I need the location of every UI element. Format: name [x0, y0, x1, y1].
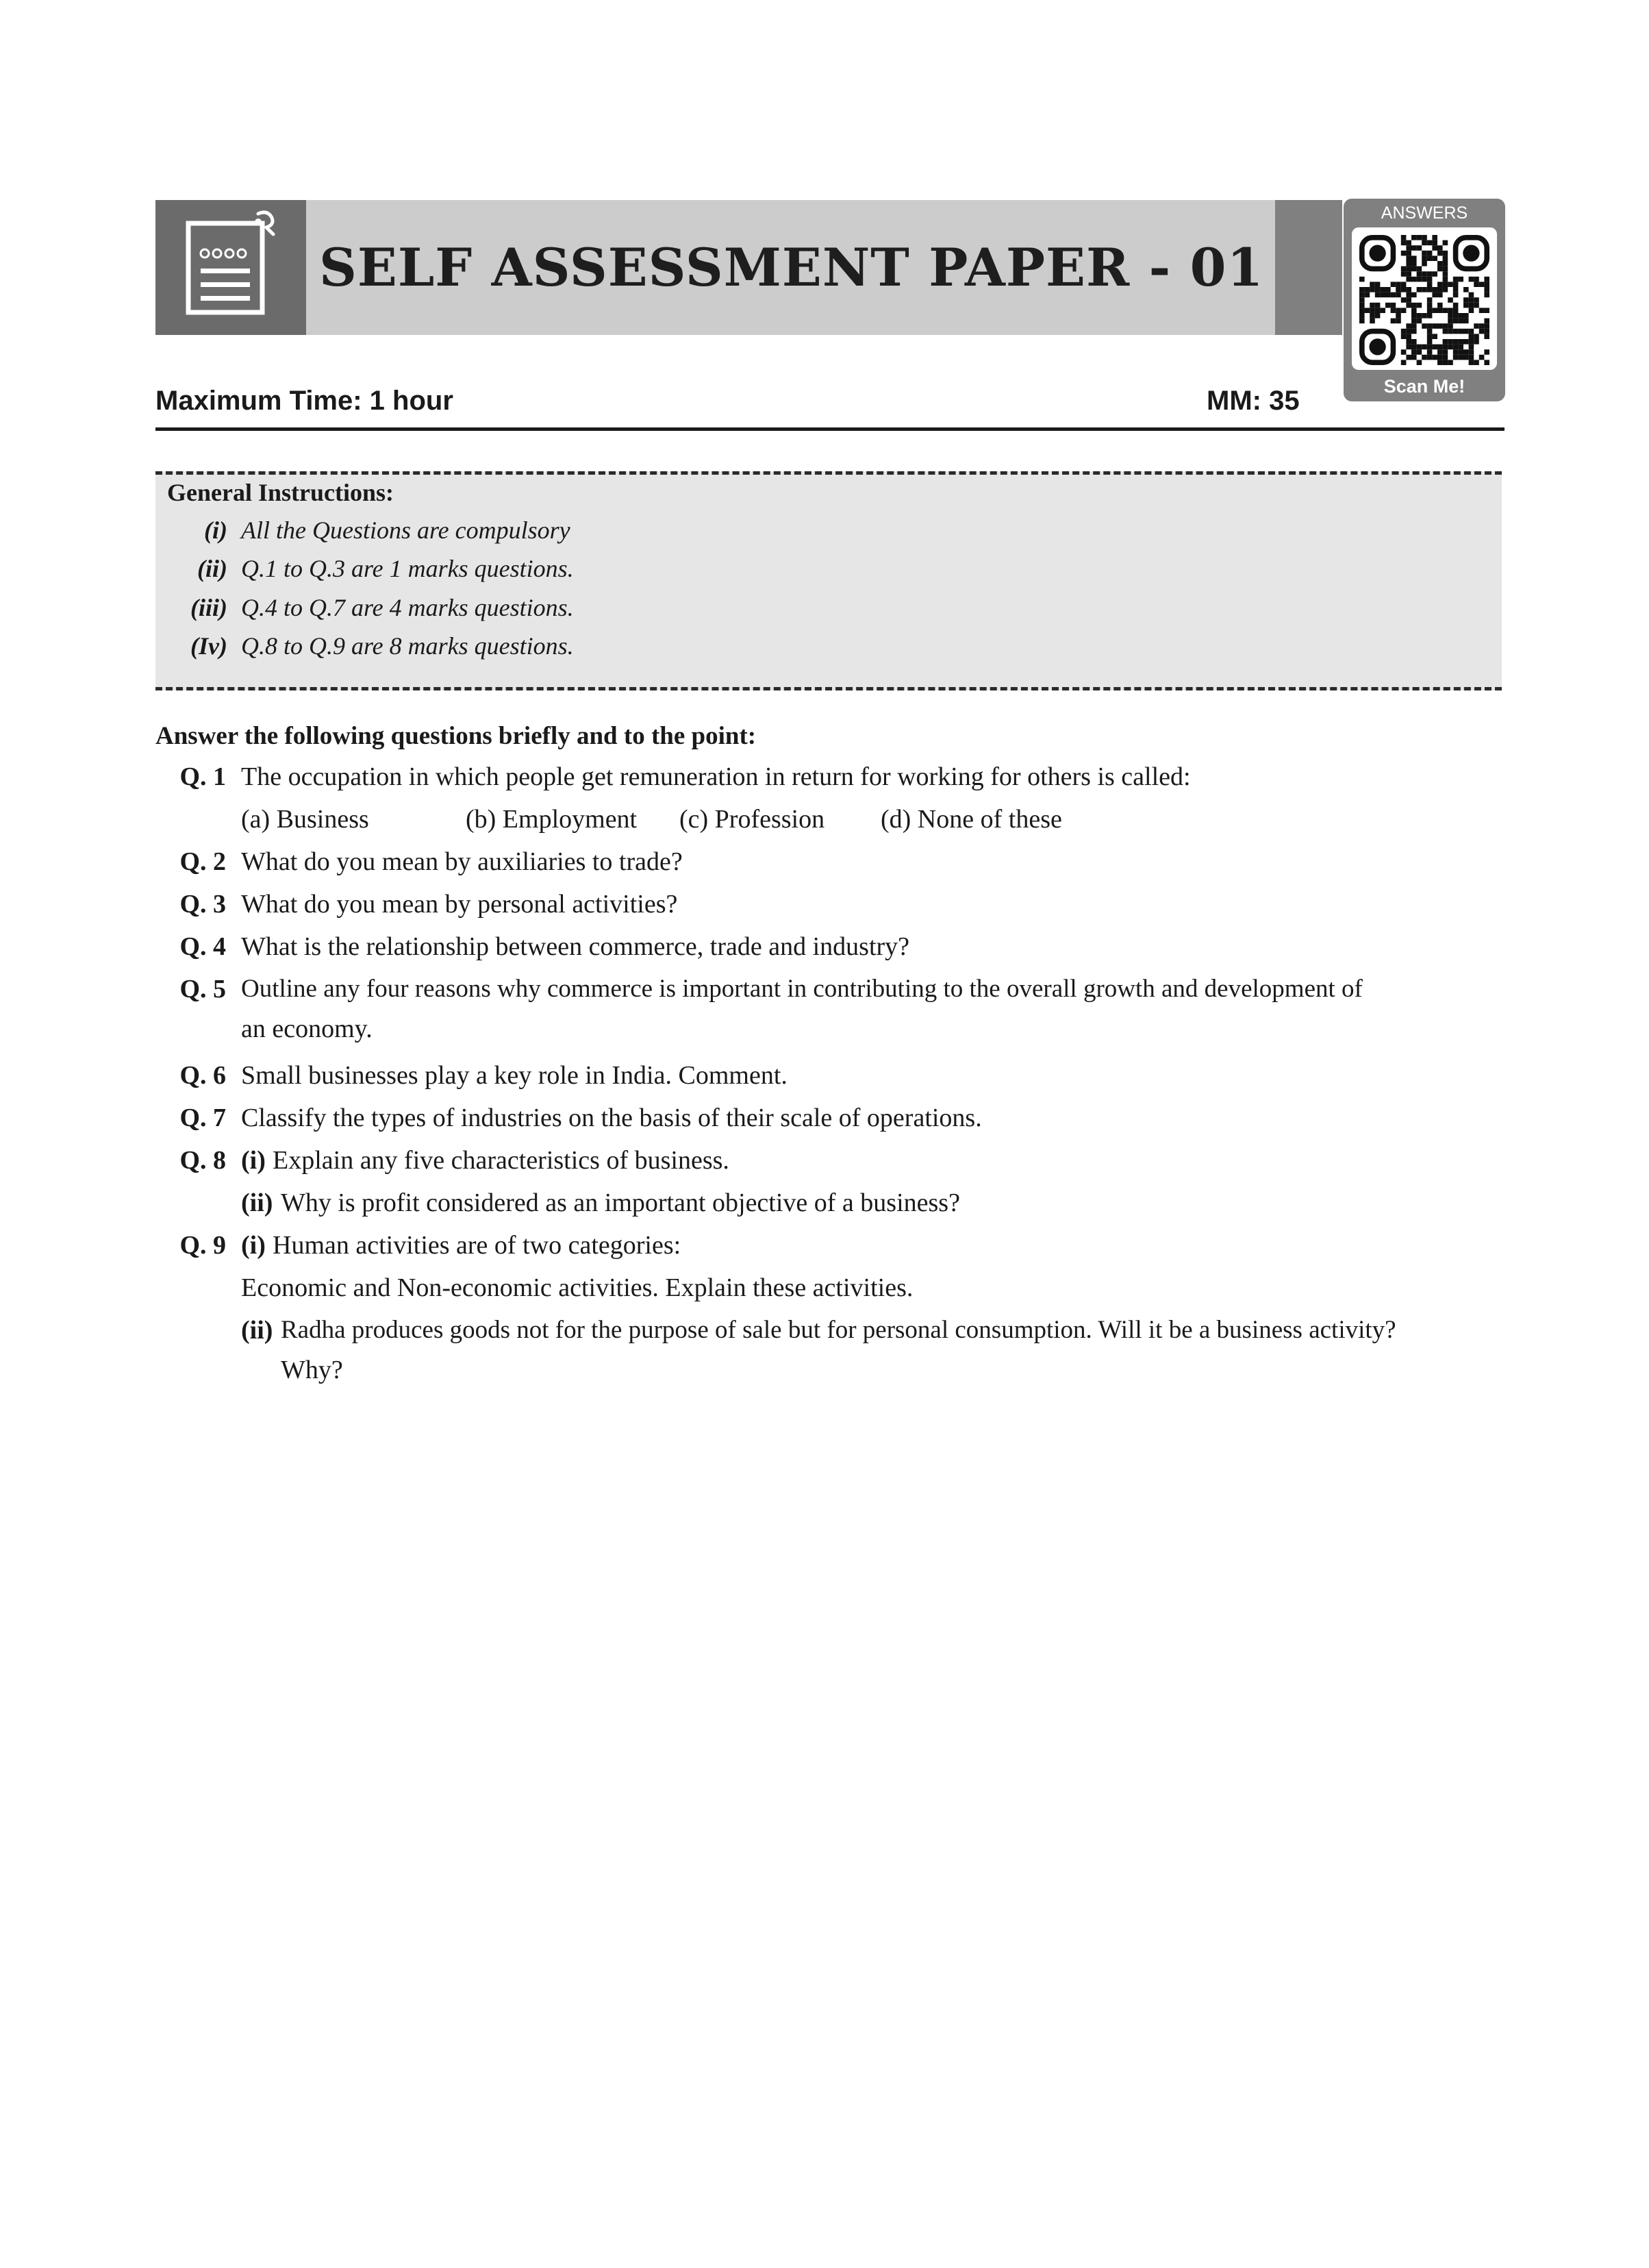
- qr-answers-label: ANSWERS: [1381, 203, 1468, 223]
- instruction-text: Q.8 to Q.9 are 8 marks questions.: [241, 632, 574, 660]
- instruction-text: Q.1 to Q.3 are 1 marks questions.: [241, 555, 574, 582]
- question-number: Q. 6: [179, 1061, 226, 1090]
- document-checklist-icon: [155, 200, 306, 335]
- subpart-label: (i): [241, 1146, 266, 1175]
- page-title: SELF ASSESSMENT PAPER - 01: [319, 237, 1264, 298]
- question-text: Small businesses play a key role in India. Comment.: [241, 1061, 788, 1090]
- question-text: Outline any four reasons why commerce is important in contributing to the overall growth and development of: [241, 975, 1363, 1003]
- question-number: Q. 8: [179, 1146, 226, 1175]
- question-number: Q. 3: [179, 890, 226, 919]
- question-number: Q. 2: [179, 847, 226, 876]
- question-text: The occupation in which people get remuneration in return for working for others is called:: [241, 762, 1191, 791]
- option-c: (c) Profession: [679, 805, 825, 834]
- question-text: Human activities are of two categories:: [273, 1231, 681, 1260]
- question-text: Classify the types of industries on the basis of their scale of operations.: [241, 1104, 982, 1132]
- questions-heading: Answer the following questions briefly and to the point:: [155, 722, 757, 750]
- instruction-number: (iii): [190, 594, 227, 621]
- question-text: Radha produces goods not for the purpose of sale but for personal consumption. Will it be a business activity?: [281, 1316, 1396, 1344]
- question-number: Q. 7: [179, 1104, 226, 1132]
- subpart-label: (ii): [241, 1316, 273, 1345]
- instruction-text: All the Questions are compulsory: [241, 516, 570, 544]
- instruction-number: (i): [204, 516, 227, 544]
- option-d: (d) None of these: [881, 805, 1062, 834]
- max-marks: MM: 35: [1207, 386, 1300, 416]
- instruction-number: (Iv): [190, 632, 227, 660]
- banner-right-band: [1275, 200, 1342, 335]
- qr-code-icon: [1352, 227, 1497, 370]
- option-a: (a) Business: [241, 805, 369, 834]
- question-text-continued: Economic and Non-economic activities. Explain these activities.: [241, 1273, 914, 1302]
- question-text: What do you mean by personal activities?: [241, 890, 678, 919]
- instructions-title: General Instructions:: [167, 479, 394, 506]
- qr-scan-label: Scan Me!: [1383, 376, 1465, 397]
- instruction-number: (ii): [197, 555, 227, 582]
- question-text: Why is profit considered as an important objective of a business?: [281, 1188, 960, 1217]
- subpart-label: (ii): [241, 1188, 273, 1217]
- question-number: Q. 5: [179, 975, 226, 1004]
- question-text-continued: Why?: [281, 1356, 343, 1384]
- qr-code-area[interactable]: [1352, 227, 1497, 370]
- instruction-text: Q.4 to Q.7 are 4 marks questions.: [241, 594, 574, 621]
- question-text: What do you mean by auxiliaries to trade?: [241, 847, 683, 876]
- option-b: (b) Employment: [466, 805, 638, 834]
- max-time: Maximum Time: 1 hour: [155, 386, 453, 416]
- question-text: What is the relationship between commerce, trade and industry?: [241, 932, 910, 961]
- question-number: Q. 4: [179, 932, 226, 961]
- divider-rule: [155, 427, 1505, 431]
- question-text-continued: an economy.: [241, 1014, 373, 1043]
- subpart-label: (i): [241, 1231, 266, 1260]
- question-text: Explain any five characteristics of business.: [273, 1146, 729, 1175]
- question-number: Q. 1: [179, 762, 226, 791]
- question-number: Q. 9: [179, 1231, 226, 1260]
- header-icon-box: [155, 200, 306, 335]
